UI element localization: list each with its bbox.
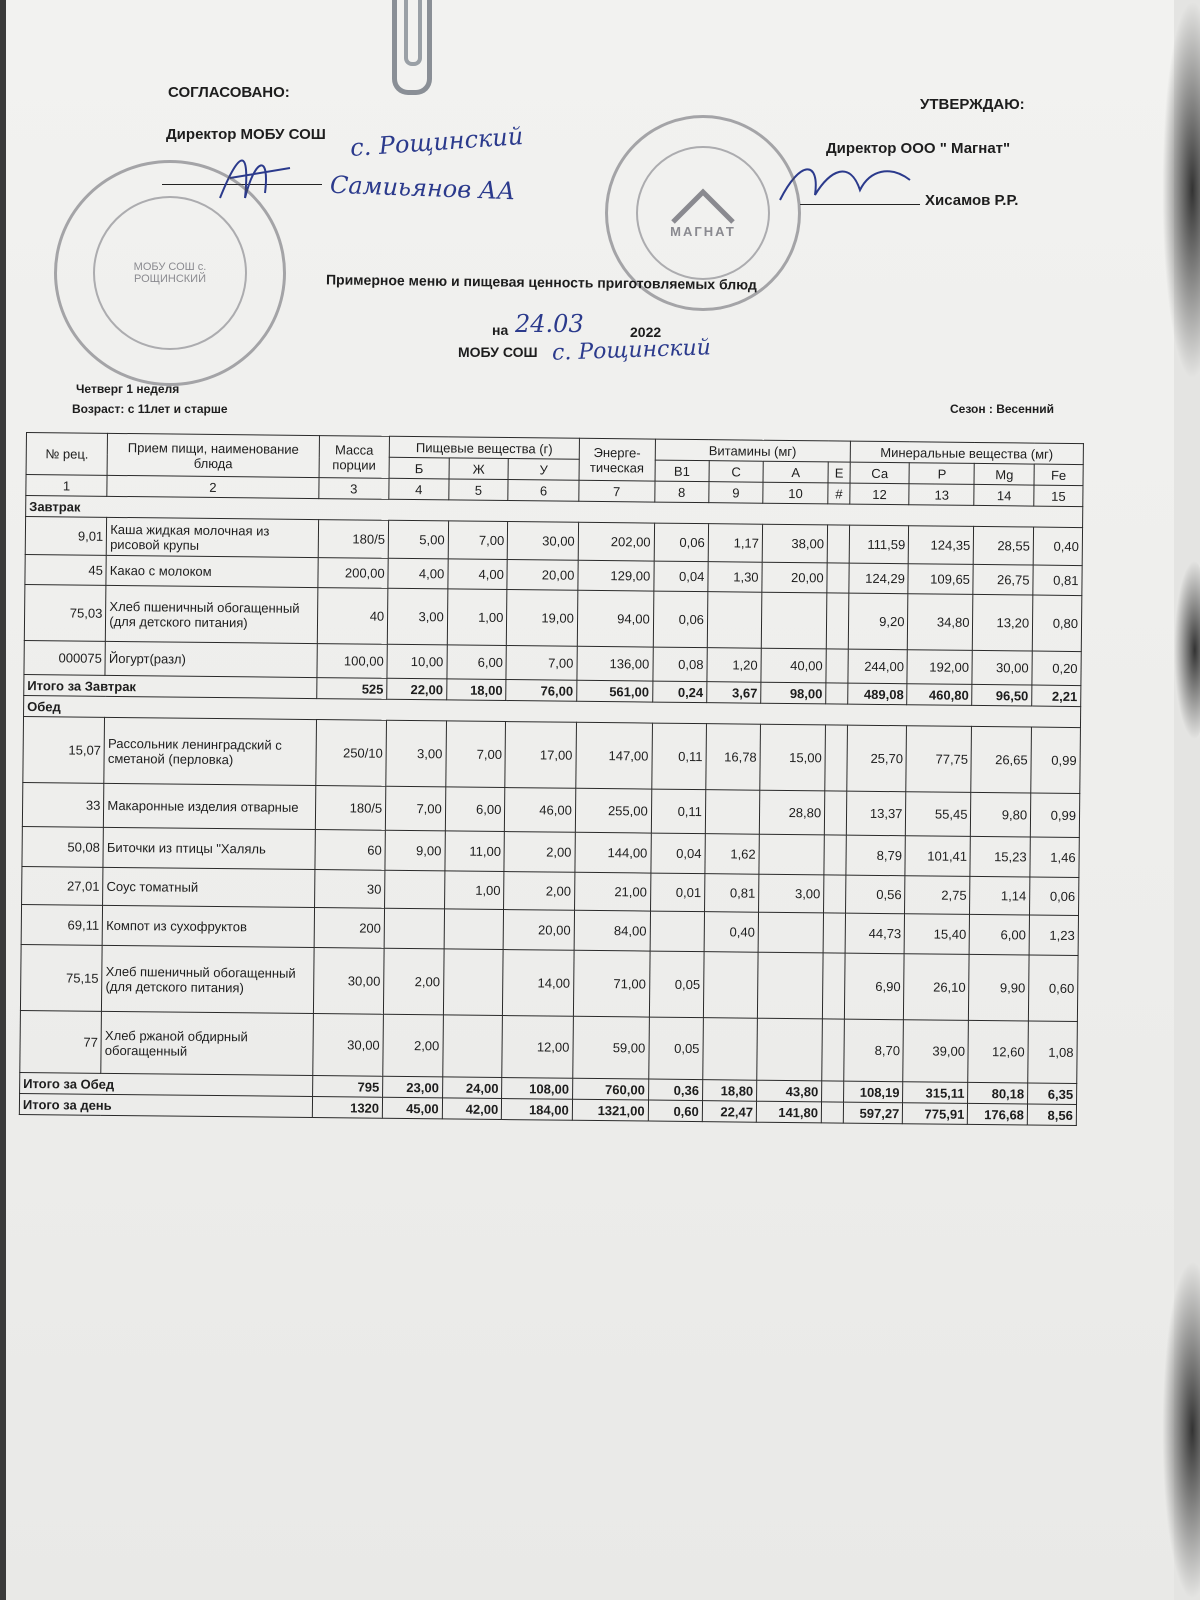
dish-name-cell: Йогурт(разл) <box>105 641 317 677</box>
fat-cell: 6,00 <box>445 787 505 832</box>
calcium-cell: 9,20 <box>848 593 908 650</box>
handwritten-director-name: Самиьянов АА <box>329 170 516 206</box>
calcium-cell: 6,90 <box>844 953 904 1020</box>
energy-cell: 59,00 <box>573 1016 650 1079</box>
iron-cell: 0,20 <box>1032 651 1081 686</box>
protein-cell: 3,00 <box>386 720 446 787</box>
header-fat: Ж <box>449 458 509 480</box>
vit-c-cell <box>707 592 762 649</box>
vit-e-cell <box>827 525 849 563</box>
header-a: А <box>763 461 828 483</box>
carbs-cell: 30,00 <box>508 522 579 561</box>
vit-b1-total: 0,36 <box>648 1079 702 1101</box>
energy-day-total: 1321,00 <box>572 1099 648 1121</box>
phosphorus-cell: 124,35 <box>909 526 974 565</box>
phosphorus-total: 460,80 <box>907 684 972 706</box>
protein-cell: 9,00 <box>385 830 445 871</box>
vit-e-cell <box>826 593 848 649</box>
calcium-cell: 111,59 <box>849 525 909 564</box>
fat-cell <box>444 909 504 950</box>
paper-clip-inner <box>404 0 422 66</box>
recipe-number-cell: 33 <box>22 782 104 827</box>
calcium-cell: 8,70 <box>844 1019 904 1082</box>
dish-name-cell: Биточки из птицы "Халяль <box>103 827 315 869</box>
fat-cell: 7,00 <box>446 721 506 788</box>
vit-e-cell <box>826 649 848 683</box>
iron-total: 2,21 <box>1032 685 1081 707</box>
phosphorus-cell: 77,75 <box>906 726 972 793</box>
fat-cell: 4,00 <box>448 559 508 590</box>
energy-cell: 71,00 <box>573 950 650 1017</box>
season-label: Сезон : Весенний <box>950 402 1055 416</box>
header-c: С <box>709 461 763 483</box>
vit-b1-cell: 0,04 <box>654 561 708 592</box>
energy-cell: 255,00 <box>575 788 651 833</box>
header-b1: В1 <box>655 460 709 482</box>
phosphorus-cell: 15,40 <box>905 914 970 955</box>
column-index-cell: 14 <box>974 484 1034 506</box>
calcium-cell: 25,70 <box>847 725 907 792</box>
column-index-cell: 12 <box>850 483 910 505</box>
vit-b1-cell: 0,05 <box>649 951 704 1018</box>
magnesium-day-total: 176,68 <box>968 1103 1028 1125</box>
phosphorus-total: 315,11 <box>903 1082 968 1104</box>
column-index-cell: 5 <box>449 479 509 501</box>
carbs-cell: 20,00 <box>503 910 574 951</box>
vit-a-cell <box>761 592 827 649</box>
phosphorus-cell: 2,75 <box>905 876 970 915</box>
fat-total: 18,00 <box>446 679 506 701</box>
vit-c-cell: 1,17 <box>708 524 763 563</box>
toner-smudge <box>1162 1260 1200 1600</box>
portion-mass-cell: 200 <box>314 908 385 949</box>
recipe-number-cell: 50,08 <box>22 826 104 867</box>
header-carbs: У <box>508 459 579 481</box>
column-index-cell: 7 <box>579 480 655 502</box>
iron-cell: 1,46 <box>1030 837 1079 878</box>
calcium-day-total: 597,27 <box>843 1102 903 1124</box>
vit-c-cell: 16,78 <box>706 724 761 791</box>
school-prefix: МОБУ СОШ <box>458 344 538 360</box>
iron-day-total: 8,56 <box>1027 1104 1076 1126</box>
vit-e-cell <box>823 913 845 953</box>
day-total-label: Итого за день <box>19 1093 312 1117</box>
portion-mass-total: 525 <box>316 678 387 700</box>
dish-row <box>20 944 1078 1021</box>
total-label: Итого за Обед <box>20 1072 313 1096</box>
magnesium-total: 96,50 <box>972 684 1032 706</box>
phosphorus-cell: 109,65 <box>908 564 973 595</box>
date-prefix: на <box>492 322 509 338</box>
recipe-number-cell: 27,01 <box>22 866 104 905</box>
school-stamp-text: МОБУ СОШ с. РОЩИНСКИЙ <box>133 261 207 285</box>
company-stamp-text: МАГНАТ <box>670 223 736 239</box>
vit-e-cell <box>825 725 847 791</box>
dish-name-cell: Какао с молоком <box>106 555 318 587</box>
magnesium-cell: 12,60 <box>968 1020 1028 1083</box>
vit-c-cell <box>703 1018 758 1081</box>
carbs-cell: 46,00 <box>505 788 576 833</box>
portion-mass-cell: 30 <box>314 870 385 909</box>
magnesium-cell: 13,20 <box>973 594 1033 651</box>
handwritten-date: 24.03 <box>515 310 584 338</box>
energy-total: 561,00 <box>577 680 653 702</box>
toner-smudge <box>1162 0 1200 380</box>
dish-row <box>20 1010 1078 1083</box>
protein-cell: 2,00 <box>384 948 444 1015</box>
protein-total: 23,00 <box>383 1076 443 1098</box>
section-title: Завтрак <box>26 496 1083 528</box>
mountain-logo-icon <box>668 188 738 224</box>
age-label: Возраст: с 11лет и старше <box>72 402 228 416</box>
fat-day-total: 42,00 <box>442 1098 502 1120</box>
iron-cell: 0,81 <box>1033 565 1082 596</box>
protein-cell <box>384 908 444 949</box>
energy-cell: 144,00 <box>575 832 651 873</box>
portion-mass-cell: 180/5 <box>315 786 386 831</box>
handwritten-school-village: с. Рощинский <box>551 335 712 366</box>
day-label: Четверг 1 неделя <box>76 382 180 396</box>
header-minerals: Минеральные вещества (мг) <box>850 441 1083 464</box>
magnesium-cell: 30,00 <box>972 650 1032 685</box>
vit-a-cell: 3,00 <box>759 874 824 913</box>
nutrition-table <box>19 432 1084 1126</box>
header-energy: Энерге-тическая <box>579 438 655 481</box>
vit-e-cell <box>824 791 846 835</box>
carbs-cell: 20,00 <box>507 560 578 591</box>
magnesium-cell: 1,14 <box>970 876 1030 915</box>
vit-c-cell: 0,81 <box>704 874 759 913</box>
protein-day-total: 45,00 <box>382 1097 442 1119</box>
phosphorus-cell: 55,45 <box>906 792 971 837</box>
header-recipe-number: № рец. <box>26 433 108 476</box>
document-year: 2022 <box>630 324 662 340</box>
approval-right-name: Хисамов Р.Р. <box>925 192 1019 209</box>
energy-cell: 84,00 <box>574 910 650 951</box>
vit-e-cell <box>822 1019 844 1081</box>
dish-name-cell: Соус томатный <box>103 867 315 907</box>
iron-cell: 0,60 <box>1028 955 1078 1022</box>
dish-name-cell: Хлеб пшеничный обогащенный (для детского питания) <box>102 945 314 1013</box>
calcium-cell: 244,00 <box>848 649 908 684</box>
protein-cell: 10,00 <box>387 644 447 679</box>
fat-cell: 11,00 <box>445 831 505 872</box>
vit-a-day-total: 141,80 <box>756 1101 821 1123</box>
total-label: Итого за Завтрак <box>24 674 317 698</box>
carbs-cell: 12,00 <box>502 1016 573 1079</box>
header-meal-name: Прием пищи, наименование блюда <box>107 433 319 477</box>
vit-c-total: 3,67 <box>707 682 761 704</box>
header-portion-mass: Масса порции <box>319 436 390 479</box>
protein-cell: 4,00 <box>388 558 448 589</box>
iron-cell: 0,80 <box>1032 595 1082 652</box>
energy-total: 760,00 <box>572 1078 648 1100</box>
carbs-cell: 7,00 <box>506 646 577 681</box>
iron-cell: 0,06 <box>1030 877 1079 916</box>
table-body <box>19 475 1083 1126</box>
school-stamp <box>54 160 286 386</box>
magnesium-cell: 15,23 <box>970 836 1030 877</box>
phosphorus-cell: 26,10 <box>904 954 970 1021</box>
magnesium-total: 80,18 <box>968 1082 1028 1104</box>
column-index-cell: 10 <box>763 482 828 504</box>
carbs-total: 108,00 <box>502 1078 573 1100</box>
iron-cell: 1,23 <box>1029 915 1078 956</box>
column-index-cell: 3 <box>318 478 389 500</box>
dish-name-cell: Каша жидкая молочная из рисовой крупы <box>107 517 319 557</box>
vit-b1-cell: 0,04 <box>651 833 706 874</box>
protein-cell <box>385 870 445 909</box>
header-p: Р <box>909 463 974 485</box>
vit-e-cell <box>824 835 846 875</box>
header-e: Е <box>828 462 850 483</box>
column-index-cell: # <box>828 483 850 504</box>
vit-c-cell: 0,40 <box>704 912 759 953</box>
column-index-cell: 8 <box>655 481 709 503</box>
energy-cell: 202,00 <box>578 522 654 561</box>
header-fe: Fe <box>1034 464 1083 486</box>
energy-cell: 94,00 <box>577 590 653 647</box>
vit-c-cell <box>703 952 758 1019</box>
phosphorus-cell: 34,80 <box>908 594 974 651</box>
calcium-total: 108,19 <box>843 1081 903 1103</box>
magnesium-cell: 6,00 <box>970 914 1030 955</box>
calcium-cell: 8,79 <box>846 835 906 876</box>
carbs-cell: 2,00 <box>504 832 575 873</box>
header-vitamins: Витамины (мг) <box>655 439 850 462</box>
recipe-number-cell: 45 <box>25 554 107 585</box>
magnesium-cell: 26,65 <box>971 726 1031 793</box>
vit-e-cell <box>823 953 845 1019</box>
energy-cell: 129,00 <box>578 560 654 591</box>
iron-total: 6,35 <box>1028 1083 1077 1105</box>
column-index-cell: 13 <box>909 484 974 506</box>
calcium-cell: 44,73 <box>845 913 905 954</box>
carbs-total: 76,00 <box>506 680 577 702</box>
vit-a-cell <box>757 952 823 1019</box>
phosphorus-cell: 39,00 <box>903 1020 969 1083</box>
magnesium-cell: 28,55 <box>974 526 1034 565</box>
dish-name-cell: Хлеб пшеничный обогащенный (для детского питания) <box>106 585 318 643</box>
vit-e-day-total <box>821 1102 843 1123</box>
vit-a-total: 98,00 <box>761 682 826 704</box>
column-index-cell: 1 <box>26 475 108 497</box>
carbs-cell: 14,00 <box>503 950 574 1017</box>
calcium-cell: 124,29 <box>849 563 909 594</box>
vit-c-cell: 1,20 <box>707 648 762 683</box>
calcium-cell: 13,37 <box>846 791 906 836</box>
column-index-cell: 4 <box>389 478 449 500</box>
portion-mass-cell: 180/5 <box>318 520 389 559</box>
vit-b1-cell: 0,06 <box>654 523 709 562</box>
section-title: Обед <box>24 695 1081 727</box>
phosphorus-cell: 192,00 <box>907 650 972 685</box>
dish-name-cell: Компот из сухофруктов <box>102 905 314 947</box>
fat-total: 24,00 <box>442 1077 502 1099</box>
dish-name-cell: Рассольник ленинградский с сметаной (перловка) <box>104 717 316 785</box>
vit-c-total: 18,80 <box>702 1080 756 1102</box>
protein-cell: 7,00 <box>385 786 445 831</box>
magnesium-cell: 9,80 <box>971 792 1031 837</box>
iron-cell: 0,40 <box>1033 527 1082 566</box>
vit-e-cell <box>824 875 846 913</box>
vit-b1-cell: 0,06 <box>653 591 708 648</box>
calcium-total: 489,08 <box>848 683 908 705</box>
protein-cell: 2,00 <box>383 1014 443 1077</box>
energy-cell: 147,00 <box>576 722 653 789</box>
vit-a-cell: 15,00 <box>760 724 826 791</box>
document-title: Примерное меню и пищевая ценность приготовляемых блюд <box>325 271 757 293</box>
portion-mass-day-total: 1320 <box>312 1097 383 1119</box>
portion-mass-cell: 100,00 <box>317 644 388 679</box>
dish-name-cell: Хлеб ржаной обдирный обогащенный <box>101 1011 313 1075</box>
recipe-number-cell: 69,11 <box>21 904 103 945</box>
vit-e-cell <box>827 563 849 593</box>
vit-b1-cell: 0,08 <box>653 647 708 682</box>
portion-mass-cell: 250/10 <box>315 720 386 787</box>
calcium-cell: 0,56 <box>845 875 905 914</box>
vit-a-cell: 40,00 <box>761 648 826 683</box>
carbs-cell: 17,00 <box>505 722 576 789</box>
toner-smudge <box>1174 560 1200 740</box>
fat-cell: 6,00 <box>447 645 507 680</box>
vit-a-cell <box>758 912 823 953</box>
vit-b1-day-total: 0,60 <box>648 1100 702 1122</box>
vit-b1-cell: 0,05 <box>648 1017 703 1080</box>
fat-cell: 7,00 <box>448 521 508 560</box>
column-index-cell: 2 <box>107 475 319 498</box>
sheet-shadow-edge <box>0 0 6 1600</box>
iron-cell: 0,99 <box>1030 793 1079 838</box>
dish-row <box>23 716 1081 793</box>
dish-name-cell: Макаронные изделия отварные <box>104 783 316 829</box>
energy-cell: 21,00 <box>574 872 650 911</box>
header-mg: Mg <box>974 463 1034 485</box>
vit-b1-total: 0,24 <box>652 681 706 703</box>
fat-cell: 1,00 <box>444 871 504 910</box>
vit-c-day-total: 22,47 <box>702 1101 756 1123</box>
header-ca: Са <box>850 462 910 484</box>
carbs-cell: 2,00 <box>504 872 575 911</box>
recipe-number-cell: 75,15 <box>20 944 102 1011</box>
column-index-cell: 9 <box>709 482 763 504</box>
iron-cell: 0,99 <box>1031 727 1081 794</box>
header-nutrients: Пищевые вещества (г) <box>389 436 579 459</box>
phosphorus-cell: 101,41 <box>905 836 970 877</box>
protein-total: 22,00 <box>387 678 447 700</box>
portion-mass-cell: 30,00 <box>313 948 384 1015</box>
header-protein: Б <box>389 457 449 479</box>
approval-left-heading: СОГЛАСОВАНО: <box>168 84 290 101</box>
recipe-number-cell: 77 <box>20 1010 102 1073</box>
vit-a-cell: 38,00 <box>762 524 827 563</box>
vit-e-total <box>822 1081 844 1102</box>
handwritten-village: с. Рощинский <box>349 121 525 163</box>
vit-a-total: 43,80 <box>757 1080 822 1102</box>
fat-cell: 1,00 <box>447 589 507 646</box>
fat-cell <box>443 1015 503 1078</box>
vit-a-cell <box>757 1018 823 1081</box>
energy-cell: 136,00 <box>577 646 653 681</box>
portion-mass-cell: 30,00 <box>312 1014 383 1077</box>
vit-e-total <box>826 683 848 704</box>
protein-cell: 5,00 <box>388 520 448 559</box>
carbs-cell: 19,00 <box>507 590 578 647</box>
portion-mass-total: 795 <box>312 1076 383 1098</box>
vit-c-cell: 1,62 <box>705 834 760 875</box>
recipe-number-cell: 75,03 <box>24 584 106 641</box>
vit-c-cell <box>705 790 760 835</box>
portion-mass-cell: 200,00 <box>318 558 389 589</box>
fat-cell <box>443 949 503 1016</box>
vit-b1-cell <box>650 911 705 952</box>
recipe-number-cell: 9,01 <box>25 517 107 556</box>
column-index-cell: 6 <box>508 480 579 502</box>
column-index-cell: 15 <box>1034 485 1083 507</box>
vit-c-cell: 1,30 <box>708 562 762 593</box>
vit-b1-cell: 0,01 <box>650 873 705 912</box>
approval-right-heading: УТВЕРЖДАЮ: <box>920 96 1025 113</box>
phosphorus-day-total: 775,91 <box>903 1103 968 1125</box>
protein-cell: 3,00 <box>387 588 447 645</box>
approval-right-position: Директор ООО " Магнат" <box>826 140 1011 157</box>
portion-mass-cell: 40 <box>317 588 388 645</box>
iron-cell: 1,08 <box>1028 1021 1078 1084</box>
recipe-number-cell: 000075 <box>24 640 106 675</box>
magnesium-cell: 26,75 <box>973 564 1033 595</box>
portion-mass-cell: 60 <box>315 830 386 871</box>
vit-b1-cell: 0,11 <box>651 723 706 790</box>
approval-left-position: Директор МОБУ СОШ <box>166 126 326 143</box>
recipe-number-cell: 15,07 <box>23 716 105 783</box>
vit-a-cell: 28,80 <box>759 790 824 835</box>
vit-b1-cell: 0,11 <box>651 789 706 834</box>
carbs-day-total: 184,00 <box>502 1099 573 1121</box>
vit-a-cell: 20,00 <box>762 562 827 593</box>
magnesium-cell: 9,90 <box>969 954 1029 1021</box>
vit-a-cell <box>759 834 824 875</box>
